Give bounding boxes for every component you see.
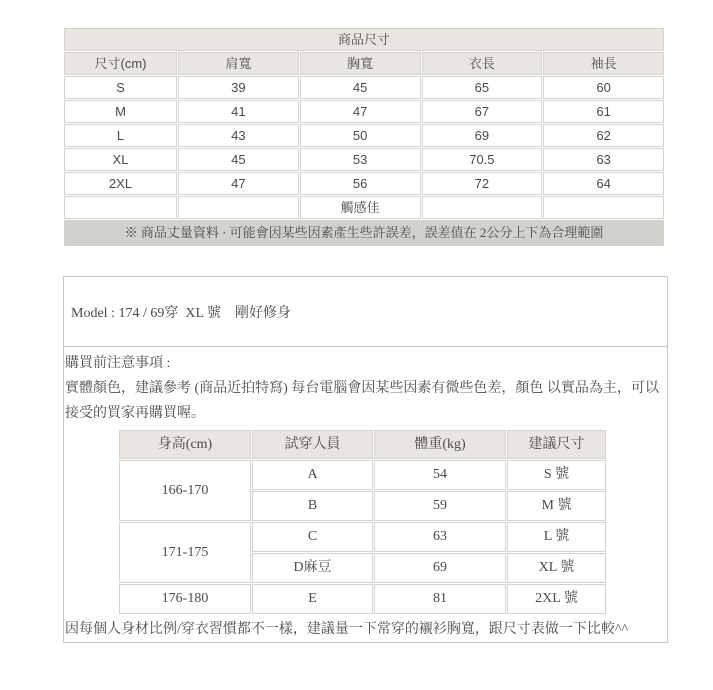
fit-row xyxy=(119,522,606,552)
fit-row xyxy=(119,584,606,614)
size-cell: 41 xyxy=(178,100,299,123)
fit-cell: 63 xyxy=(374,522,506,552)
size-cell: 70.5 xyxy=(422,148,543,171)
size-cell: 65 xyxy=(422,76,543,99)
size-col-header-chest: 胸寬 xyxy=(300,52,421,75)
height-range-cell: 176-180 xyxy=(119,584,251,614)
info-box xyxy=(63,276,668,643)
fit-table-header-row xyxy=(119,430,606,459)
fit-table xyxy=(118,429,607,615)
fit-col-header-height: 身高(cm) xyxy=(119,430,251,459)
measure-note-row xyxy=(64,220,664,246)
size-cell: 43 xyxy=(178,124,299,147)
texture-row xyxy=(64,196,664,219)
fit-cell: B xyxy=(252,491,373,521)
notice-body: 實體顏色，建議參考 (商品近拍特寫) 每台電腦會因某些因素有微些色差，顏色 以實品為主，可以接受的買家再購買喔。 xyxy=(65,381,659,421)
fit-cell: S 號 xyxy=(507,460,606,490)
size-cell: 45 xyxy=(178,148,299,171)
empty-cell xyxy=(543,196,664,219)
notice-heading: 購買前注意事項 : xyxy=(65,356,171,371)
measure-note: ※ 商品丈量資料 · 可能會因某些因素產生些許誤差，誤差值在 2公分上下為合理範圍 xyxy=(64,220,664,246)
size-cell: 62 xyxy=(543,124,664,147)
size-col-header-size: 尺寸(cm) xyxy=(64,52,177,75)
empty-cell xyxy=(64,196,177,219)
size-table-title-row xyxy=(64,28,664,51)
fit-col-header-suggestion: 建議尺寸 xyxy=(507,430,606,459)
size-cell: 53 xyxy=(300,148,421,171)
size-col-header-shoulder: 肩寬 xyxy=(178,52,299,75)
texture-cell: 觸感佳 xyxy=(300,196,421,219)
size-cell: 2XL xyxy=(64,172,177,195)
fit-cell: C xyxy=(252,522,373,552)
size-row-l xyxy=(64,124,664,147)
size-cell: 60 xyxy=(543,76,664,99)
fit-cell: 81 xyxy=(374,584,506,614)
fit-cell: E xyxy=(252,584,373,614)
size-cell: M xyxy=(64,100,177,123)
size-cell: 50 xyxy=(300,124,421,147)
size-cell: 63 xyxy=(543,148,664,171)
model-info: Model : 174 / 69穿 XL 號 剛好修身 xyxy=(64,277,667,347)
fit-cell: 59 xyxy=(374,491,506,521)
fit-cell: A xyxy=(252,460,373,490)
fit-cell: 2XL 號 xyxy=(507,584,606,614)
size-cell: 72 xyxy=(422,172,543,195)
size-col-header-length: 衣長 xyxy=(422,52,543,75)
fit-cell: 54 xyxy=(374,460,506,490)
size-cell: 47 xyxy=(300,100,421,123)
size-cell: 45 xyxy=(300,76,421,99)
size-row-2xl xyxy=(64,172,664,195)
size-cell: XL xyxy=(64,148,177,171)
fit-col-header-weight: 體重(kg) xyxy=(374,430,506,459)
size-cell: 67 xyxy=(422,100,543,123)
footer-note: 因每個人身材比例/穿衣習慣都不一樣，建議量一下常穿的襯衫胸寬，跟尺寸表做一下比較^^ xyxy=(65,622,629,637)
empty-cell xyxy=(422,196,543,219)
size-row-s xyxy=(64,76,664,99)
size-cell: 47 xyxy=(178,172,299,195)
size-cell: 69 xyxy=(422,124,543,147)
size-row-xl xyxy=(64,148,664,171)
size-cell: L xyxy=(64,124,177,147)
fit-cell: L 號 xyxy=(507,522,606,552)
size-cell: S xyxy=(64,76,177,99)
height-range-cell: 166-170 xyxy=(119,460,251,521)
empty-cell xyxy=(178,196,299,219)
fit-col-header-person: 試穿人員 xyxy=(252,430,373,459)
size-cell: 61 xyxy=(543,100,664,123)
size-table-title: 商品尺寸 xyxy=(64,28,664,51)
size-cell: 56 xyxy=(300,172,421,195)
fit-cell: XL 號 xyxy=(507,553,606,583)
fit-cell: D麻豆 xyxy=(252,553,373,583)
size-row-m xyxy=(64,100,664,123)
size-cell: 39 xyxy=(178,76,299,99)
fit-cell: 69 xyxy=(374,553,506,583)
size-cell: 64 xyxy=(543,172,664,195)
fit-row xyxy=(119,460,606,490)
height-range-cell: 171-175 xyxy=(119,522,251,583)
size-col-header-sleeve: 袖長 xyxy=(543,52,664,75)
fit-cell: M 號 xyxy=(507,491,606,521)
size-table xyxy=(63,27,665,247)
size-table-header-row xyxy=(64,52,664,75)
